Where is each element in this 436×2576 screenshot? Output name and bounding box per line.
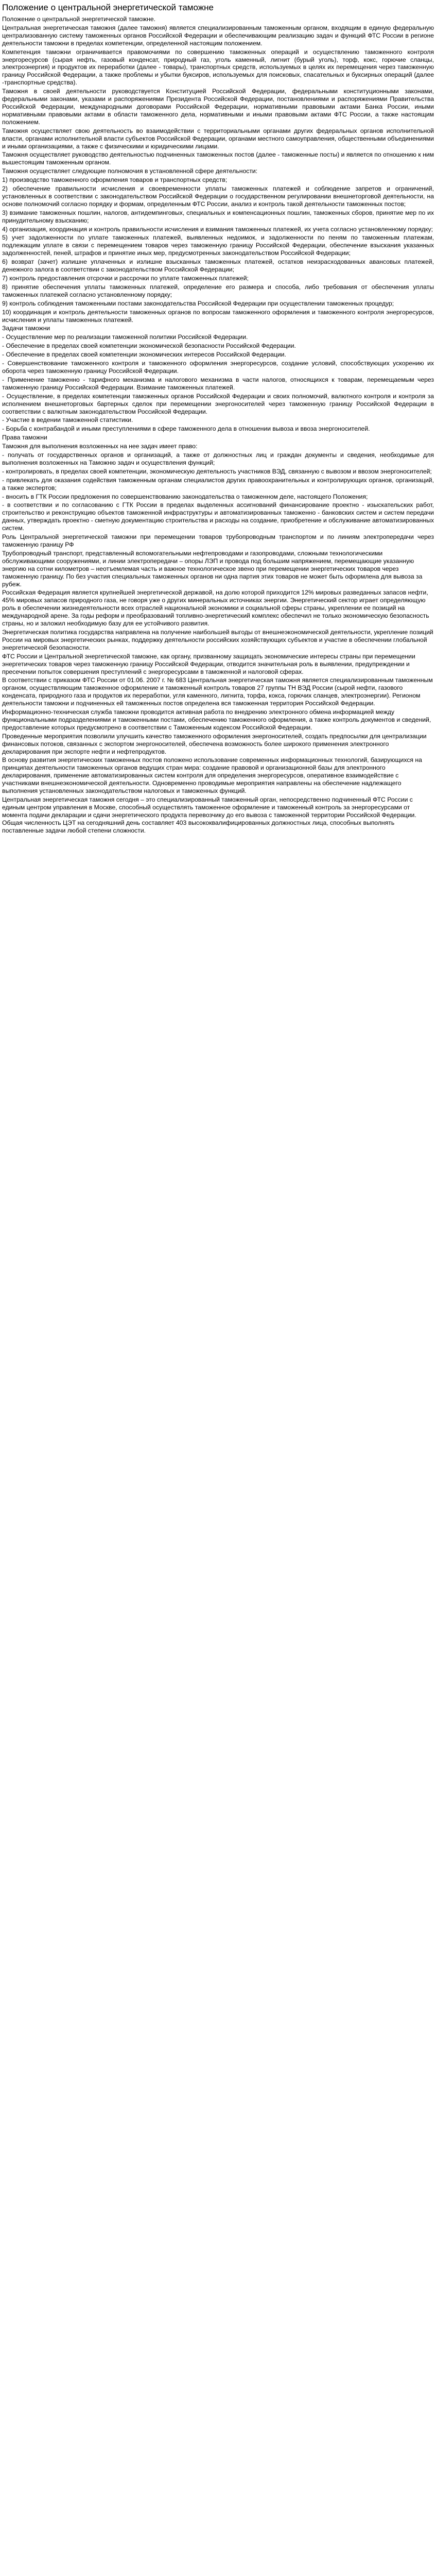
paragraph: Задачи таможни: [2, 325, 50, 332]
paragraph: Положение о центральной энергетической таможне.: [2, 15, 156, 23]
paragraph: - Обеспечение в пределах своей компетенции экономической безопасности Российской Федерации.: [2, 342, 296, 350]
paragraph: 5) учет задолженности по уплате таможенных платежей, выявленных недоимок, и задолженности по пеням по таможенным платежам, подлежащим уплате в связи с перемещением товаров через таможенную границу Российской Федерации, обеспечение взыскания указанных задолженностей, пеней, штрафов и принятие иных мер, предусмотренных законодательством Российской Федерации;: [2, 234, 434, 257]
page-title: Положение о центральной энергетической таможне: [2, 3, 214, 12]
paragraph: - Осуществление мер по реализации таможенной политики Российской Федерации.: [2, 333, 248, 341]
paragraph: 9) контроль соблюдения таможенными постами законодательства Российской Федерации при осуществлении таможенных процедур;: [2, 299, 394, 307]
paragraph: Центральная энергетическая таможня (далее таможня) является специализированным таможенным органом, входящим в единую федеральную централизованную систему таможенных органов Российской Федерации и обеспечивающим реализацию задач и функций ФТС России в регионе деятельности таможни в пределах компетенции, определенной настоящим положением.: [2, 24, 434, 47]
paragraph: - Совершенствование таможенного контроля и таможенного оформления энергоресурсов, создание условий, способствующих ускорению их оборота через таможенную границу Российской Федерации.: [2, 360, 434, 375]
paragraph: - Применение таможенно - тарифного механизма и налогового механизма в части налогов, относящихся к товарам, перемещаемым через таможенную границу Российской Федерации. Взимание таможенных платежей.: [2, 376, 434, 391]
paragraph: Энергетическая политика государства направлена на получение наибольшей выгоды от внешнеэкономической деятельности, укрепление позиций России на мировых энергетических рынках, поддержку деятельности российских хозяйствующих субъектов и участие в обеспечении глобальной энергетической безопасности.: [2, 628, 433, 651]
paragraph: Проведенные мероприятия позволили улучшить качество таможенного оформления энергоносителей, создать предпосылки для централизации финансовых потоков, связанных с экспортом энергоносителей, обеспечена возможность более широкого применения электронного декларирования при экспорте нефти и нефтепродуктов.: [2, 732, 427, 755]
paragraph: Информационно-техническая служба таможни проводится активная работа по внедрению электронного обмена информацией между функциональными подразделениями и таможенными постами, обеспечению таможенного оформления, а также контроль документов и сведений, предоставление которых предусмотрено в соответствии с Таможенным кодексом Российской Федерации.: [2, 708, 431, 731]
paragraph: Права таможни: [2, 434, 47, 442]
paragraph: 8) принятие обеспечения уплаты таможенных платежей, определение его размера и способа, либо требования от обеспечения уплаты таможенных платежей согласно установленному порядку;: [2, 283, 434, 298]
paragraph: - привлекать для оказания содействия таможенным органам специалистов других правоохранительных и контролирующих органов, организаций, а также экспертов;: [2, 476, 434, 492]
paragraph: Таможня в своей деятельности руководствуется Конституцией Российской Федерации, федеральными конституционными законами, федеральными законами, указами и распоряжениями Президента Российской Федерации, постановлениями и распоряжениями Правительства Российской Федерации, международными договорами Российской Федерации, нормативными правовыми актами Банка России, иными нормативными правовыми актами в области таможенного дела, нормативными и иными правовыми актами ФТС России, а также настоящим положением.: [2, 88, 434, 126]
paragraph: - Участие в ведении таможенной статистики.: [2, 416, 133, 424]
paragraph: - в соответствии и по согласованию с ГТК России в пределах выделенных ассигнований финансирование проектно - изыскательских работ, строительство и реконструкцию объектов таможенной инфраструктуры и автоматизированных таможенно - банковских систем и систем передачи данных, утверждать проектно - сметную документацию строительства и расходы на создание, приобретение и обслуживание автоматизированных систем.: [2, 501, 434, 532]
paragraph: Таможня осуществляет руководство деятельностью подчиненных таможенных постов (далее - таможенные посты) и является по отношению к ним вышестоящим таможенным органом.: [2, 151, 434, 166]
paragraph: 2) обеспечение правильности исчисления и своевременности уплаты таможенных платежей и соблюдение запретов и ограничений, установленных в соответствии с законодательством Российской Федерации о государственном регулировании внешнеторговой деятельности, на основе полномочий согласно порядку и формам, определенным ФТС России, анализ и контроль такой деятельности таможенных постов;: [2, 185, 434, 208]
paragraph: Трубопроводный транспорт, представленный вспомогательными нефтепроводами и газопроводами, сложными технологическими обслуживающими сооружениями, и линии электропередачи – опоры ЛЭП и провода под большим напряжением, перемещающие указанную энергию на сотни километров – неотъемлемая часть и важное технологическое звено при перемещении энергетических товаров через таможенную границу. По без участия специальных таможенных органов ни одна партия этих товаров не может быть оформлена для вывоза за рубеж.: [2, 549, 423, 588]
paragraph: В соответствии с приказом ФТС России от 01.06. 2007 г. № 683 Центральная энергетическая таможня является специализированным таможенным органом, осуществляющим таможенное оформление и таможенный контроль товаров 27 группы ТН ВЭД России (сырой нефти, газового конденсата, природного газа и продуктов их переработки, угля каменного, лигнита, торфа, кокса, горючих сланцев, электроэнергии). Регионом деятельности таможни и подчиненных ей таможенных постов определена вся таможенная территория Российской Федерации.: [2, 676, 433, 707]
paragraph: Таможня для выполнения возложенных на нее задач имеет право:: [2, 443, 198, 450]
paragraph: 7) контроль предоставления отсрочки и рассрочки по уплате таможенных платежей;: [2, 275, 249, 282]
paragraph: - контролировать, в пределах своей компетенции, экономическую деятельность участников ВЭД, связанную с вывозом и ввозом энергоносителей;: [2, 467, 432, 475]
paragraph: 3) взимание таможенных пошлин, налогов, антидемпинговых, специальных и компенсационных пошлин, таможенных сборов, принятие мер по их принудительному взысканию;: [2, 209, 434, 224]
paragraph: - Борьба с контрабандой и иными преступлениями в сфере таможенного дела в отношении вывоза и ввоза энергоносителей.: [2, 425, 370, 433]
paragraph: Центральная энергетическая таможня сегодня – это специализированный таможенный орган, непосредственно подчиненный ФТС России с единым центром управления в Москве, способный осуществлять таможенное оформление и таможенный контроль за энергоресурсами от момента подачи декларации и сдачи энергетического продукта перевозчику до его вывоза с таможенной территории Российской Федерации. Общая численность ЦЭТ на сегодняшний день составляет 403 высококвалифицированных должностных лица, способных выполнять поставленные задачи любой степени сложности.: [2, 796, 416, 834]
paragraph: В основу развития энергетических таможенных постов положено использование современных информационных технологий, базирующихся на принципах деятельности таможенных органов ведущих стран мира: создание правовой и организационной базы для электронного декларирования, применение автоматизированных систем контроля для определения энергоресурсов, оперативное взаимодействие с участниками внешнеэкономической деятельности. Одновременно проводимые мероприятия направлены на обеспечение надлежащего выполнения установленных законодательством налоговых и таможенных функций.: [2, 756, 422, 795]
document-body: [2, 15, 434, 835]
paragraph: Роль Центральной энергетической таможни при перемещении товаров трубопроводным транспортом и по линиям электропередачи через таможенную границу РФ: [2, 533, 434, 548]
paragraph: Компетенция таможни ограничивается правомочиями по совершению таможенных операций и осуществлению таможенного контроля энергоресурсов (сырая нефть, газовый конденсат, природный газ, уголь каменный, лигнит (бурый уголь), торф, кокс, горючие сланцы, электроэнергия) и продуктов их переработки (далее - товары), транспортных средств, используемых в целях их перемещения через таможенную границу Российской Федерации, а также проблемы и убытки буксиров, используемых для поисковых, спасательных и буксирных операций (далее -транспортные средства).: [2, 48, 434, 87]
paragraph: 4) организация, координация и контроль правильности исчисления и взимания таможенных платежей, их учета согласно установленному порядку;: [2, 225, 433, 233]
paragraph: 1) производство таможенного оформления товаров и транспортных средств;: [2, 176, 228, 184]
paragraph: ФТС России и Центральной энергетической таможне, как органу, призванному защищать экономические интересы страны при перемещении энергетических товаров через таможенную границу Российской Федерации, отводится значительная роль в выявлении, предупреждении и пресечении попыток совершения преступлений с энергоресурсами в таможенной и налоговой сферах.: [2, 652, 415, 675]
paragraph: Таможня осуществляет следующие полномочия в установленной сфере деятельности:: [2, 167, 258, 175]
paragraph: - вносить в ГТК России предложения по совершенствованию законодательства о таможенном деле, настоящего Положения;: [2, 493, 368, 500]
paragraph: Российская Федерация является крупнейшей энергетической державой, на долю которой приходится 12% мировых разведанных запасов нефти, 45% мировых запасов природного газа, не говоря уже о других минеральных источниках энергии. Энергетический сектор играет определяющую роль в обеспечении жизнедеятельности всех отраслей национальной экономики и социальной сферы страны, укреплении ее позиций на международной арене. За годы реформ и преобразований топливно-энергетический комплекс обеспечил не только экономическую безопасность страны, но и заложил необходимую базу для ее устойчивого развития.: [2, 589, 429, 628]
paragraph: Таможня осуществляет свою деятельность во взаимодействии с территориальными органами других федеральных органов исполнительной власти, органами исполнительной власти субъектов Российской Федерации, органами местного самоуправления, общественными объединениями и иными организациями, а также с физическими и юридическими лицами.: [2, 127, 434, 150]
paragraph: 6) возврат (зачет) излишне уплаченных и излишне взысканных таможенных платежей, остатков неизрасходованных авансовых платежей, денежного залога в соответствии с законодательством Российской Федерации;: [2, 258, 434, 274]
paragraph: - Осуществление, в пределах компетенции таможенных органов Российской Федерации и своих полномочий, валютного контроля и контроля за исполнением внешнеторговых бартерных сделок при перемещении энергоносителей через таможенную границу Российской Федерации в соответствии с валютным законодательством Российской Федерации.: [2, 392, 434, 415]
paragraph: 10) координация и контроль деятельности таможенных органов по вопросам таможенного оформления и таможенного контроля энергоресурсов, исчисления и уплаты таможенных платежей.: [2, 308, 434, 324]
paragraph: - Обеспечение в пределах своей компетенции экономических интересов Российской Федерации.: [2, 351, 286, 359]
paragraph: - получать от государственных органов и организаций, а также от должностных лиц и граждан документы и сведения, необходимые для выполнения возложенных на Таможню задач и осуществления функций;: [2, 451, 434, 466]
